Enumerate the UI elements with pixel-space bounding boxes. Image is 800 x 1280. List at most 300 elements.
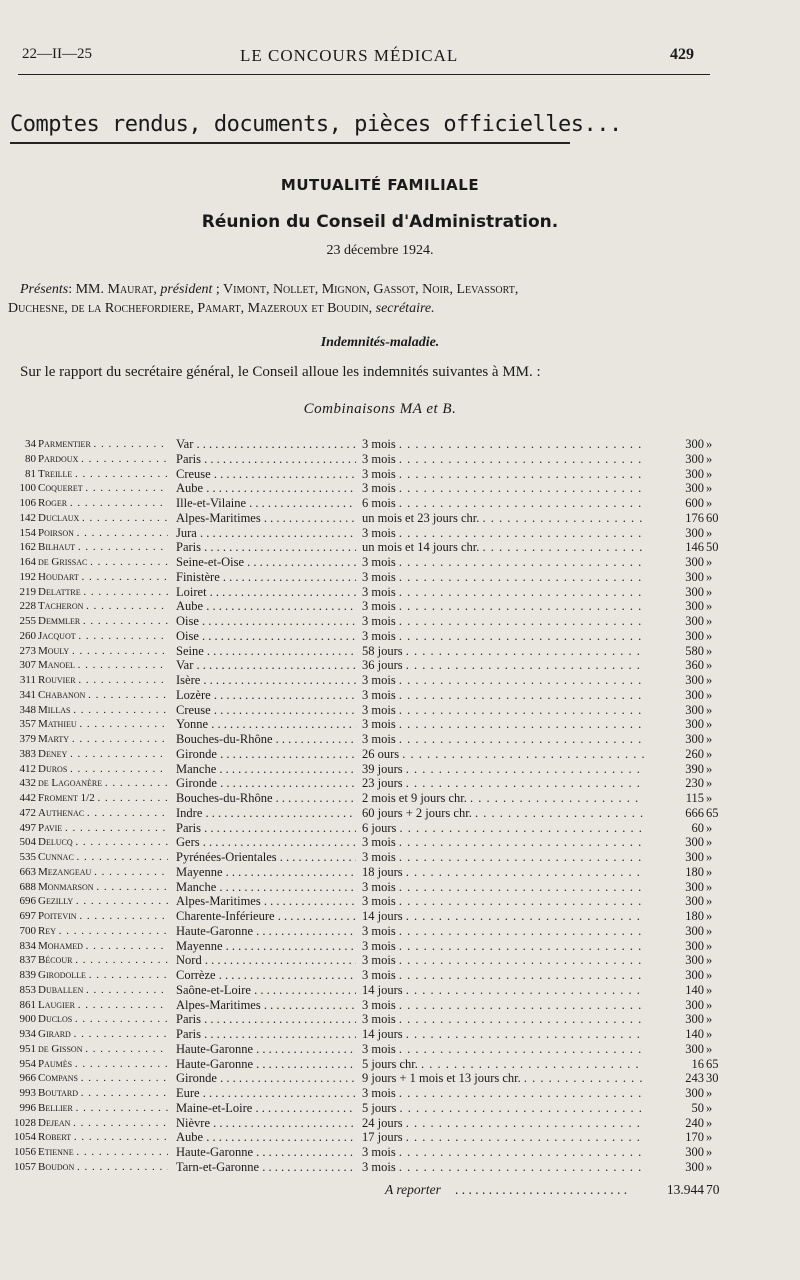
table-row: [0, 953, 800, 968]
member-name: Boutard . . .: [38, 1086, 168, 1101]
amount-cents: »: [706, 864, 713, 879]
member-number: 142: [19, 511, 36, 524]
member-name: Paumès . . .: [38, 1057, 168, 1072]
department: Haute-Garonne . . .: [176, 1145, 356, 1160]
presents-label: Présents: [20, 282, 69, 297]
member-name: Chabanon . . .: [38, 688, 168, 703]
issue-date: 22—II—25: [22, 46, 92, 62]
duration: un mois et 14 jours chr. . . .: [362, 540, 644, 555]
member-number: 834: [19, 939, 36, 952]
department: Creuse . . .: [176, 703, 356, 718]
amount-cents: »: [706, 1012, 713, 1027]
duration: 3 mois . . .: [362, 998, 644, 1013]
department: Nord . . .: [176, 953, 356, 968]
member-name: Compans . . .: [38, 1071, 168, 1086]
table-row: [0, 467, 800, 482]
table-row: [0, 511, 800, 526]
member-number: 192: [19, 570, 36, 583]
amount-francs: 300: [685, 850, 704, 864]
amount-cents: »: [706, 1027, 713, 1041]
table-row: [0, 1101, 800, 1116]
duration: 14 jours . . .: [362, 909, 644, 924]
member-number: 228: [19, 600, 36, 613]
member-number: 934: [19, 1028, 36, 1040]
amount-cents: »: [706, 1159, 713, 1174]
amount-cents: »: [706, 879, 713, 894]
department: Mayenne . . .: [176, 939, 356, 954]
duration: 60 jours + 2 jours chr. . . .: [362, 806, 644, 821]
member-name: Duballen . . .: [38, 983, 168, 998]
member-number: 1057: [14, 1160, 36, 1173]
member-name: Roger . . .: [38, 496, 168, 511]
member-name: Etienne . . .: [38, 1145, 168, 1160]
member-number: 966: [19, 1072, 36, 1085]
member-name: Treille . . .: [38, 467, 168, 482]
department: Yonne . . .: [176, 717, 356, 732]
amount-francs: 300: [685, 687, 704, 702]
organization-title: MUTUALITÉ FAMILIALE: [280, 176, 480, 194]
member-number: 383: [19, 747, 36, 760]
table-row: [0, 673, 800, 688]
duration: un mois et 23 jours chr. . . .: [362, 511, 644, 526]
department: Var . . .: [176, 658, 356, 673]
member-number: 839: [19, 969, 36, 981]
amount-cents: »: [706, 982, 713, 997]
amount-cents: »: [706, 1115, 713, 1130]
duration: 5 jours . . .: [362, 1101, 644, 1116]
amount-francs: 300: [685, 835, 704, 850]
table-row: [0, 1027, 800, 1042]
duration: 36 jours . . .: [362, 658, 644, 673]
member-name: Tacheron . . .: [38, 599, 168, 614]
amount-cents: »: [706, 584, 713, 599]
amount-francs: 300: [685, 879, 704, 894]
amount-cents: »: [706, 923, 713, 938]
member-name: Rouvier . . .: [38, 673, 168, 688]
member-number: 432: [19, 777, 36, 790]
table-row: [0, 614, 800, 629]
member-number: 154: [19, 526, 36, 539]
amount-francs: 140: [685, 1027, 704, 1041]
member-number: 412: [19, 762, 36, 775]
member-number: 307: [19, 659, 36, 672]
duration: 3 mois . . .: [362, 614, 644, 629]
duration: 3 mois . . .: [362, 1160, 644, 1175]
amount-cents: »: [706, 953, 713, 968]
amount-cents: »: [706, 732, 713, 746]
member-name: Robert . . .: [38, 1130, 168, 1145]
member-name: Duclos . . .: [38, 1012, 168, 1027]
table-row: [0, 776, 800, 791]
table-row: [0, 452, 800, 467]
department: Indre . . .: [176, 806, 356, 821]
duration: 3 mois . . .: [362, 968, 644, 983]
table-row: [0, 968, 800, 983]
member-number: 900: [19, 1013, 36, 1026]
amount-cents: »: [706, 746, 713, 761]
department: Paris . . .: [176, 1027, 356, 1042]
member-name: Pavie . . .: [38, 821, 168, 836]
member-name: Delattre . . .: [38, 585, 168, 600]
duration: 3 mois . . .: [362, 599, 644, 614]
amount-francs: 180: [685, 909, 704, 923]
member-name: Parmentier . . .: [38, 437, 168, 452]
table-row: [0, 865, 800, 880]
amount-francs: 300: [685, 997, 704, 1012]
department: Oise . . .: [176, 629, 356, 644]
duration: 3 mois . . .: [362, 481, 644, 496]
duration: 3 mois . . .: [362, 939, 644, 954]
member-name: Mouly . . .: [38, 644, 168, 659]
department: Alpes-Maritimes . . .: [176, 998, 356, 1013]
amount-francs: 140: [685, 982, 704, 997]
member-name: Bécour . . .: [38, 953, 168, 968]
department: Alpes-Maritimes . . .: [176, 894, 356, 909]
amount-francs: 580: [685, 643, 704, 658]
duration: 39 jours . . .: [362, 762, 644, 777]
member-number: 162: [19, 541, 36, 554]
member-name: Manoel . . .: [38, 658, 168, 673]
duration: 3 mois . . .: [362, 894, 644, 909]
amount-francs: 300: [685, 923, 704, 938]
duration: 3 mois . . .: [362, 953, 644, 968]
table-row: [0, 894, 800, 909]
amount-cents: 50: [706, 540, 719, 555]
member-number: 100: [19, 482, 36, 495]
amount-cents: »: [706, 687, 713, 702]
member-name: Girodolle . . .: [38, 968, 168, 983]
member-number: 260: [19, 629, 36, 642]
duration: 3 mois . . .: [362, 629, 644, 644]
table-row: [0, 835, 800, 850]
table-row: [0, 762, 800, 777]
member-name: Duclaux . . .: [38, 511, 168, 526]
duration: 3 mois . . .: [362, 924, 644, 939]
amount-cents: »: [706, 717, 713, 732]
duration: 2 mois et 9 jours chr. . . .: [362, 791, 644, 806]
amount-francs: 60: [691, 820, 704, 835]
department: Haute-Garonne . . .: [176, 1057, 356, 1072]
duration: 3 mois . . .: [362, 1086, 644, 1101]
department: Gironde . . .: [176, 776, 356, 791]
department: Oise . . .: [176, 614, 356, 629]
member-name: Bilhaut . . .: [38, 540, 168, 555]
duration: 3 mois . . .: [362, 835, 644, 850]
section-rule: [10, 142, 570, 144]
member-number: 996: [19, 1101, 36, 1114]
table-row: [0, 629, 800, 644]
duration: 3 mois . . .: [362, 570, 644, 585]
duration: 23 jours . . .: [362, 776, 644, 791]
member-number: 837: [19, 954, 36, 967]
amount-cents: »: [706, 1086, 713, 1100]
table-row: [0, 717, 800, 732]
carry-forward-cents: 70: [706, 1182, 720, 1197]
member-number: 348: [19, 703, 36, 716]
amount-francs: 300: [685, 525, 704, 540]
member-number: 34: [25, 438, 36, 450]
amount-cents: »: [706, 1041, 713, 1056]
member-number: 81: [25, 467, 36, 480]
member-number: 273: [19, 644, 36, 657]
member-number: 1028: [14, 1116, 36, 1129]
duration: 6 jours . . .: [362, 821, 644, 836]
table-row: [0, 481, 800, 496]
table-row: [0, 570, 800, 585]
department: Paris . . .: [176, 452, 356, 467]
amount-francs: 666: [685, 805, 704, 820]
member-name: Deney . . .: [38, 747, 168, 762]
member-name: Poirson . . .: [38, 526, 168, 541]
table-row: [0, 1145, 800, 1160]
duration: 58 jours . . .: [362, 644, 644, 659]
amount-cents: 30: [706, 1071, 719, 1086]
member-name: Mohamed . . .: [38, 939, 168, 954]
table-row: [0, 688, 800, 703]
section-heading: Comptes rendus, documents, pièces officielles...: [10, 112, 622, 137]
member-name: Delucq . . .: [38, 835, 168, 850]
member-name: Pardoux . . .: [38, 452, 168, 467]
department: Aube . . .: [176, 599, 356, 614]
department: Gers . . .: [176, 835, 356, 850]
duration: 3 mois . . .: [362, 850, 644, 865]
amount-francs: 300: [685, 717, 704, 732]
meeting-title: Réunion du Conseil d'Administration.: [201, 212, 559, 232]
member-name: Duros . . .: [38, 762, 168, 777]
member-name: Poitevin . . .: [38, 909, 168, 924]
department: Lozère . . .: [176, 688, 356, 703]
combinations-heading: Combinaisons MA et B.: [303, 401, 457, 417]
amount-francs: 300: [685, 584, 704, 599]
duration: 5 jours chr. . . .: [362, 1057, 644, 1072]
member-name: Demmler . . .: [38, 614, 168, 629]
department: Paris . . .: [176, 1012, 356, 1027]
member-name: Bellier . . .: [38, 1101, 168, 1116]
member-number: 255: [19, 615, 36, 627]
page-number: 429: [670, 46, 694, 63]
amount-francs: 260: [685, 746, 704, 761]
amount-francs: 300: [685, 614, 704, 628]
member-number: 853: [19, 983, 36, 996]
table-row: [0, 791, 800, 806]
department: Saône-et-Loire . . .: [176, 983, 356, 998]
department: Gironde . . .: [176, 747, 356, 762]
table-row: [0, 821, 800, 836]
amount-francs: 300: [685, 702, 704, 717]
amount-cents: 65: [706, 1056, 719, 1071]
department: Corrèze . . .: [176, 968, 356, 983]
duration: 3 mois . . .: [362, 1145, 644, 1160]
member-name: Mezangeau . . .: [38, 865, 168, 880]
amount-francs: 176: [685, 510, 704, 525]
amount-cents: »: [706, 658, 713, 673]
amount-francs: 300: [685, 1041, 704, 1056]
amount-francs: 300: [685, 481, 704, 496]
member-name: Monmarson . . .: [38, 880, 168, 895]
amount-francs: 360: [685, 658, 704, 673]
department: Ille-et-Vilaine . . .: [176, 496, 356, 511]
amount-cents: »: [706, 437, 713, 451]
duration: 3 mois . . .: [362, 1042, 644, 1057]
department: Bouches-du-Rhône . . .: [176, 791, 356, 806]
duration: 3 mois . . .: [362, 1012, 644, 1027]
duration: 3 mois . . .: [362, 437, 644, 452]
department: Mayenne . . .: [176, 865, 356, 880]
table-row: [0, 1116, 800, 1131]
member-number: 497: [19, 821, 36, 834]
table-row: [0, 909, 800, 924]
table-row: [0, 939, 800, 954]
amount-francs: 300: [685, 673, 704, 687]
table-row: [0, 747, 800, 762]
amount-francs: 16: [691, 1056, 704, 1071]
duration: 6 mois . . .: [362, 496, 644, 511]
table-row: [0, 850, 800, 865]
amount-francs: 170: [685, 1130, 704, 1145]
amount-francs: 230: [685, 776, 704, 791]
amount-francs: 300: [685, 732, 704, 746]
amount-cents: »: [706, 776, 713, 791]
member-number: 1054: [14, 1131, 36, 1144]
duration: 26 ours . . .: [362, 747, 644, 762]
department: Manche . . .: [176, 880, 356, 895]
member-number: 106: [19, 497, 36, 509]
member-number: 472: [19, 806, 36, 819]
table-row: [0, 599, 800, 614]
duration: 3 mois . . .: [362, 732, 644, 747]
table-row: [0, 1012, 800, 1027]
member-number: 688: [19, 880, 36, 893]
member-name: Cunnac . . .: [38, 850, 168, 865]
amount-cents: »: [706, 894, 713, 909]
table-row: [0, 924, 800, 939]
amount-francs: 300: [685, 953, 704, 968]
amount-francs: 300: [685, 437, 704, 451]
president-name: Maurat: [107, 282, 154, 297]
table-row: [0, 555, 800, 570]
indemnity-table: [0, 437, 800, 1175]
department: Seine . . .: [176, 644, 356, 659]
member-name: Marty . . .: [38, 732, 168, 747]
dot-leader: . . . . . . . . . . . . . . . . . . . . . . . . . .: [455, 1182, 628, 1197]
department: Charente-Inférieure . . .: [176, 909, 356, 924]
header-rule: [18, 74, 710, 75]
member-name: de Grissac . . .: [38, 555, 168, 570]
table-row: [0, 1042, 800, 1057]
journal-title: LE CONCOURS MÉDICAL: [240, 46, 459, 65]
amount-cents: »: [706, 938, 713, 953]
amount-cents: »: [706, 643, 713, 658]
member-number: 311: [19, 674, 36, 686]
carry-forward-total: 13.944: [666, 1182, 704, 1197]
attendees-line-1: Présents: MM. Maurat, président ; Vimont, Nollet, Mignon, Gassot, Noir, Levassort,: [20, 282, 519, 297]
department: Creuse . . .: [176, 467, 356, 482]
carry-forward-label: A reporter: [385, 1182, 441, 1197]
table-row: [0, 1130, 800, 1145]
member-number: 861: [19, 998, 36, 1011]
amount-francs: 300: [685, 1145, 704, 1159]
member-number: 219: [19, 585, 36, 598]
amount-cents: »: [706, 1100, 713, 1115]
member-name: Millas . . .: [38, 703, 168, 718]
member-name: de Lagoanère . . .: [38, 776, 168, 791]
amount-cents: »: [706, 702, 713, 717]
member-number: 696: [19, 895, 36, 908]
amount-francs: 50: [691, 1100, 704, 1115]
amount-cents: »: [706, 968, 713, 982]
amount-francs: 115: [685, 791, 704, 805]
duration: 3 mois . . .: [362, 688, 644, 703]
duration: 3 mois . . .: [362, 717, 644, 732]
department: Paris . . .: [176, 821, 356, 836]
table-row: [0, 998, 800, 1013]
duration: 3 mois . . .: [362, 585, 644, 600]
duration: 3 mois . . .: [362, 555, 644, 570]
member-number: 697: [19, 910, 36, 922]
department: Jura . . .: [176, 526, 356, 541]
duration: 3 mois . . .: [362, 452, 644, 467]
department: Var . . .: [176, 437, 356, 452]
table-row: [0, 880, 800, 895]
president-title: président: [160, 282, 213, 297]
duration: 14 jours . . .: [362, 983, 644, 998]
department: Maine-et-Loire . . .: [176, 1101, 356, 1116]
amount-cents: »: [706, 835, 713, 850]
table-row: [0, 1057, 800, 1072]
member-name: Jacquot . . .: [38, 629, 168, 644]
department: Tarn-et-Garonne . . .: [176, 1160, 356, 1175]
duration: 3 mois . . .: [362, 467, 644, 482]
member-number: 379: [19, 733, 36, 745]
member-number: 80: [25, 452, 36, 465]
amount-cents: »: [706, 909, 713, 923]
member-number: 535: [19, 851, 36, 863]
amount-francs: 300: [685, 555, 704, 569]
member-name: Laugier . . .: [38, 998, 168, 1013]
amount-cents: »: [706, 1130, 713, 1145]
department: Aube . . .: [176, 1130, 356, 1145]
amount-cents: 65: [706, 805, 719, 820]
member-name: Girard . . .: [38, 1027, 168, 1042]
amount-francs: 300: [685, 968, 704, 982]
duration: 3 mois . . .: [362, 703, 644, 718]
table-row: [0, 806, 800, 821]
member-number: 663: [19, 865, 36, 878]
member-number: 993: [19, 1087, 36, 1099]
member-number: 504: [19, 836, 36, 849]
member-name: Authenac . . .: [38, 806, 168, 821]
amount-francs: 300: [685, 599, 704, 614]
amount-francs: 300: [685, 569, 704, 584]
amount-cents: »: [706, 628, 713, 643]
amount-francs: 243: [685, 1071, 704, 1086]
department: Haute-Garonne . . .: [176, 924, 356, 939]
intro-text: Sur le rapport du secrétaire général, le Conseil alloue les indemnités suivantes à MM. :: [20, 364, 541, 380]
amount-cents: »: [706, 599, 713, 614]
amount-cents: »: [706, 761, 713, 776]
department: Aube . . .: [176, 481, 356, 496]
attendees-line-2: Duchesne, de la Rochefordiere, Pamart, Mazeroux et Boudin, secrétaire.: [8, 301, 435, 316]
amount-cents: »: [706, 569, 713, 584]
table-row: [0, 496, 800, 511]
table-row: [0, 732, 800, 747]
amount-francs: 240: [685, 1115, 704, 1130]
department: Bouches-du-Rhône . . .: [176, 732, 356, 747]
table-row: [0, 644, 800, 659]
member-number: 951: [19, 1042, 36, 1055]
amount-francs: 300: [685, 628, 704, 643]
running-head: [22, 46, 700, 68]
